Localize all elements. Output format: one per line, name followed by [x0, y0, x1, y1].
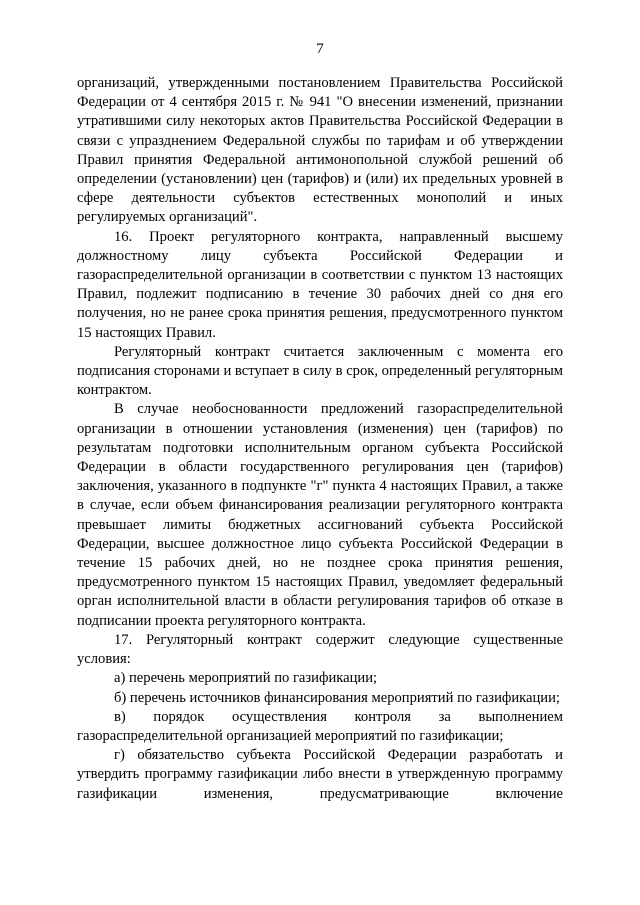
paragraph-16: 16. Проект регуляторного контракта, направленный высшему должностному лицу субъекта Российской Федерации и газораспределительной организации в соответствии с пунктом 13 настоящих Правил, подлежит подписанию в течение 30 рабочих дней со дня его получения, но не ранее срока принятия решения, предусмотренного пунктом 15 настоящих Правил. [77, 228, 563, 341]
paragraph-continuation: организаций, утвержденными постановлением Правительства Российской Федерации от 4 сентября 2015 г. № 941 "О внесении изменений, признании утратившими силу некоторых актов Правительства Российской Федерации в связи с упразднением Федеральной службы по тарифам и об утверждении Правил принятия Федеральной антимонопольной службой решений об определении (установлении) цен (тарифов) и (или) их предельных уровней в сфере деятельности субъектов естественных монополий и иных регулируемых организаций". [77, 75, 563, 226]
list-item-v: в) порядок осуществления контроля за выполнением газораспределительной организацией мероприятий по газификации; [77, 708, 563, 744]
page-number: 7 [316, 41, 324, 57]
document-body [77, 74, 563, 804]
list-item-a: а) перечень мероприятий по газификации; [114, 670, 378, 687]
paragraph-refusal: В случае необоснованности предложений газораспределительной организации в отношении установления (изменения) цен (тарифов) по результатам подготовки исполнительным органом субъекта Российской Федерации в области государственного регулирования цен (тарифов) заключения, указанного в подпункте "г" пункта 4 настоящих Правил, а также в случае, если объем финансирования реализации регуляторного контракта превышает лимиты бюджетных ассигнований субъекта Российской Федерации, высшее должностное лицо субъекта Российской Федерации в течение 15 рабочих дней, но не позднее срока принятия решения, предусмотренного пунктом 15 настоящих Правил, уведомляет федеральный орган исполнительной власти в области регулирования тарифов об отказе в подписании проекта регуляторного контракта. [77, 401, 563, 629]
paragraph-17: 17. Регуляторный контракт содержит следующие существенные условия: [77, 631, 563, 668]
paragraph-contract-concluded: Регуляторный контракт считается заключенным с момента его подписания сторонами и вступает в силу в срок, определенный регуляторным контрактом. [77, 343, 563, 399]
list-item-b: б) перечень источников финансирования мероприятий по газификации; [114, 689, 560, 706]
list-item-g: г) обязательство субъекта Российской Федерации разработать и утвердить программу газификации либо внести в утвержденную программу газификации изменения, предусматривающие включение [77, 747, 563, 802]
